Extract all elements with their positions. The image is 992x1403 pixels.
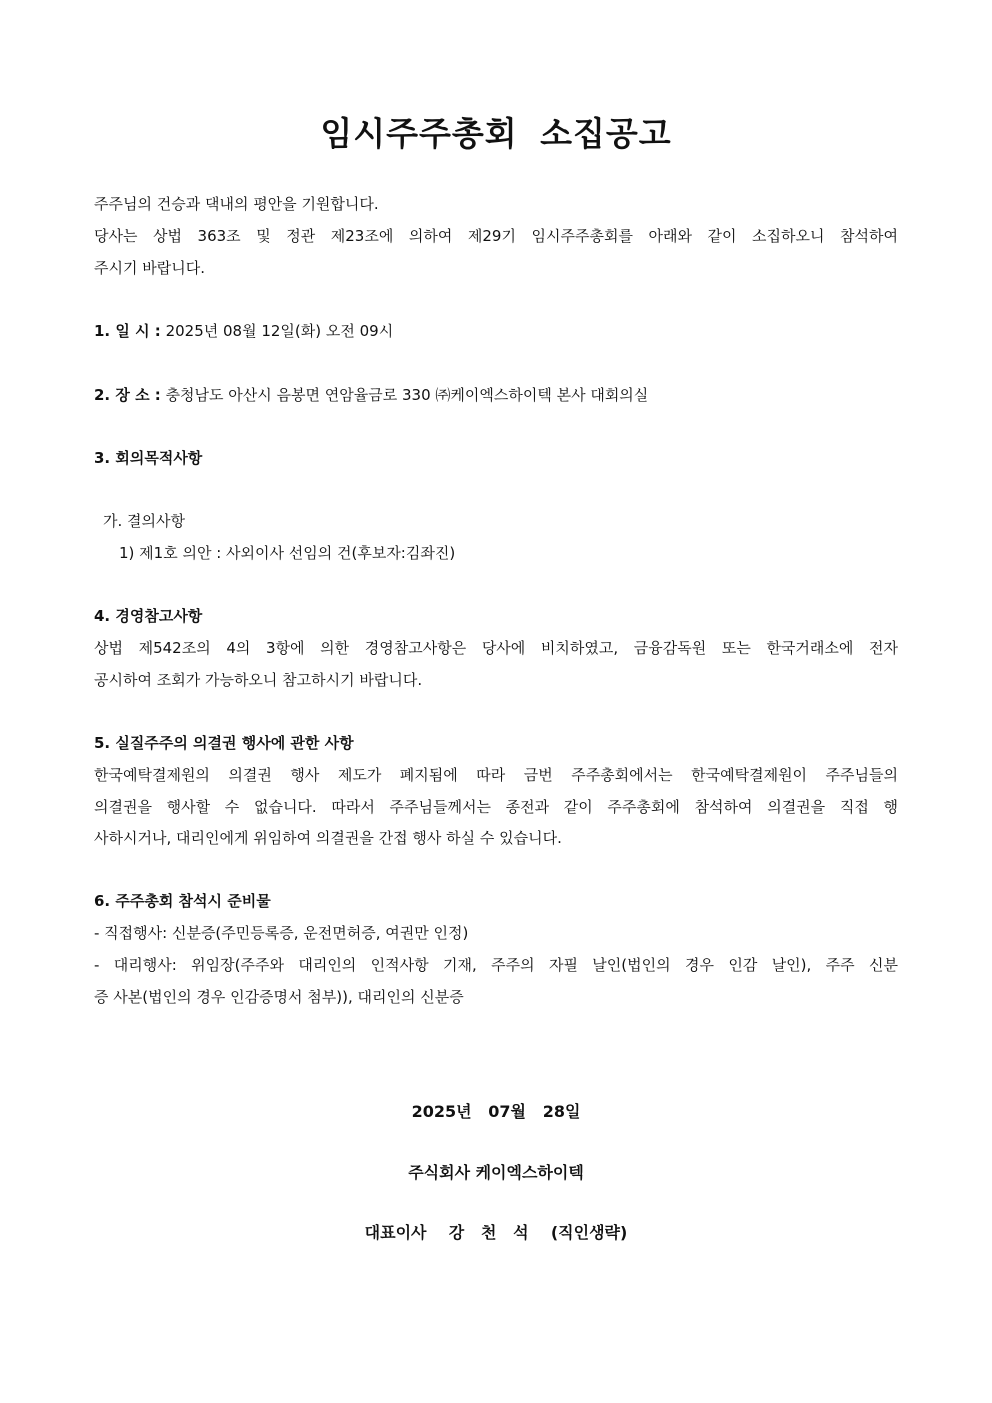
management-reference-heading: 4. 경영참고사항 (94, 607, 203, 625)
voting-rights-line-2: 의결권을 행사할 수 없습니다. 따라서 주주님들께서는 종전과 같이 주주총회에 참석하여 의결권을 직접 행 (94, 798, 898, 816)
intro-line-2: 당사는 상법 363조 및 정관 제23조에 의하여 제29기 임시주주총회를 아래와 같이 소집하오니 참석하여 (94, 227, 898, 245)
place-label: 2. 장 소 : (94, 386, 161, 404)
page-title: 임시주주총회 소집공고 (320, 114, 672, 153)
preparation-proxy-line-2: 증 사본(법인의 경우 인감증명서 첨부)), 대리인의 신분증 (94, 988, 464, 1006)
preparation-direct: - 직접행사: 신분증(주민등록증, 운전면허증, 여권만 인정) (94, 924, 469, 942)
voting-rights-line-3: 사하시거나, 대리인에게 위임하여 의결권을 간접 행사 하실 수 있습니다. (94, 829, 562, 847)
intro-line-1: 주주님의 건승과 댁내의 평안을 기원합니다. (94, 195, 379, 213)
preparation-proxy-line-1: - 대리행사: 위임장(주주와 대리인의 인적사항 기재, 주주의 자필 날인(법인의 경우 인감 날인), 주주 신분 (94, 956, 898, 974)
notice-date: 2025년 07월 28일 (411, 1102, 581, 1121)
agenda-item-1: 1) 제1호 의안 : 사외이사 선임의 건(후보자:김좌진) (119, 544, 456, 562)
voting-rights-line-1: 한국예탁결제원의 의결권 행사 제도가 폐지됨에 따라 금번 주주총회에서는 한국예탁결제원이 주주님들의 (94, 766, 898, 784)
preparation-heading: 6. 주주총회 참석시 준비물 (94, 892, 271, 910)
meeting-datetime (94, 321, 898, 341)
ceo-signature: 대표이사 강 천 석 (직인생략) (364, 1223, 628, 1242)
management-reference-line-1: 상법 제542조의 4의 3항에 의한 경영참고사항은 당사에 비치하였고, 금융감독원 또는 한국거래소에 전자 (94, 639, 898, 657)
resolution-heading: 가. 결의사항 (103, 512, 185, 530)
management-reference-line-2: 공시하여 조회가 가능하오니 참고하시기 바랍니다. (94, 671, 423, 689)
company-name: 주식회사 케이엑스하이텍 (408, 1163, 584, 1182)
agenda-heading: 3. 회의목적사항 (94, 449, 203, 467)
voting-rights-heading: 5. 실질주주의 의결권 행사에 관한 사항 (94, 734, 354, 752)
datetime-value: 2025년 08월 12일(화) 오전 09시 (165, 322, 394, 340)
place-value: 충청남도 아산시 음봉면 연암율금로 330 ㈜케이엑스하이텍 본사 대회의실 (165, 386, 649, 404)
intro-line-3: 주시기 바랍니다. (94, 259, 205, 277)
datetime-label: 1. 일 시 : (94, 322, 161, 340)
meeting-place (94, 385, 898, 405)
